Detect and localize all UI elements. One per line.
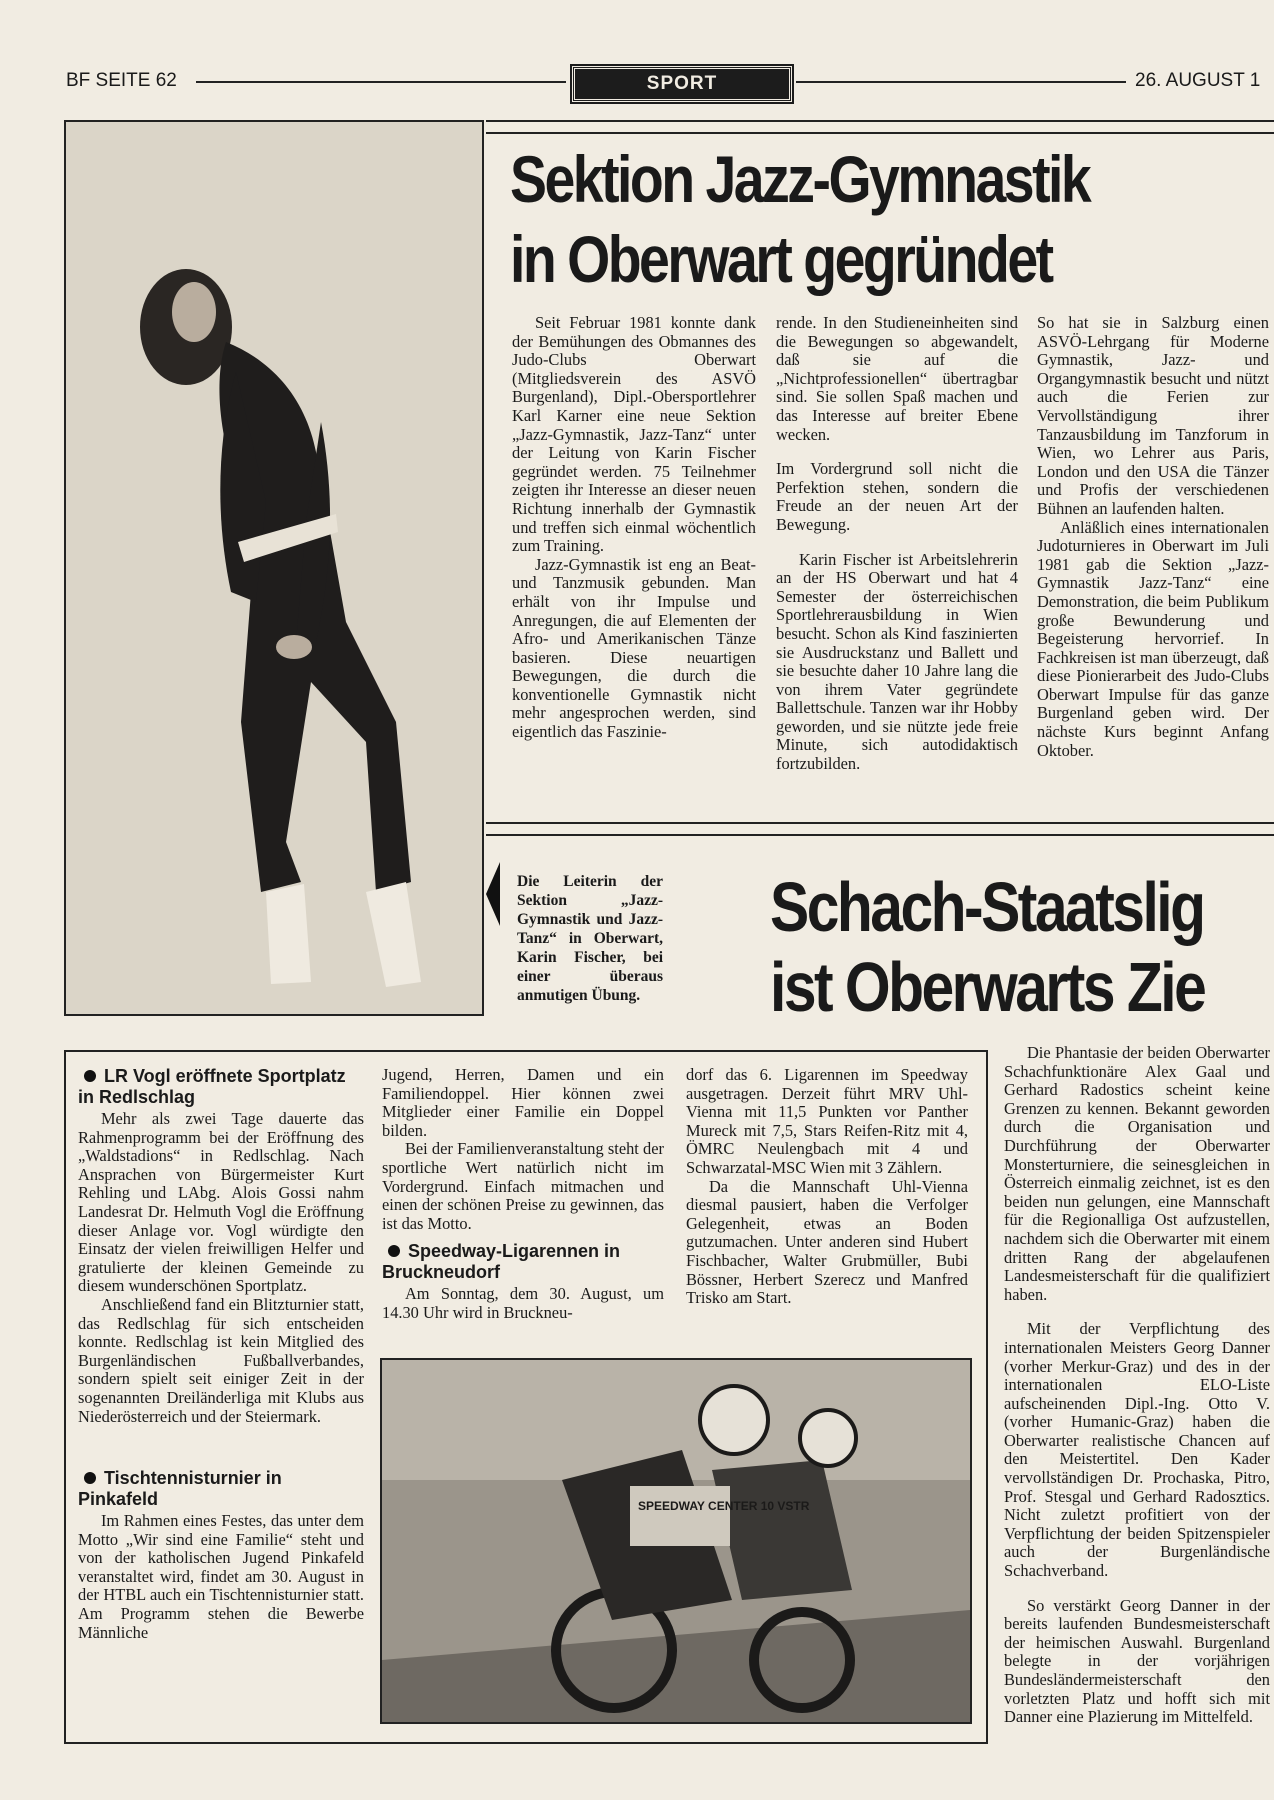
- speedway-paragraph: Am Sonntag, dem 30. August, um 14.30 Uhr wird in Bruckneu-: [382, 1284, 664, 1322]
- jazz-paragraph: rende. In den Studieneinheiten sind die Bewegungen so abgewandelt, daß sie auf die „Nichtprofessionellen“ übertragbar sind. Sie sollen Spaß machen und das Interesse auf breiter Ebene wecken.: [776, 313, 1018, 444]
- jazz-headline-line1: Sektion Jazz-Gymnastik: [510, 142, 1090, 216]
- vogl-paragraph: Mehr als zwei Tage dauerte das Rahmenprogramm bei der Eröffnung des „Waldstadions“ in Redlschlag. Nach Ansprachen von Bürgermeister Kurt Rehling und LAbg. Alois Gossi nahm Landesrat Dr. Helmuth Vogl die Eröffnung dieser Anlage vor. Vogl würdigte den Einsatz der vielen freiwilligen Helfer und gratulierte der kleinen Gemeinde zu diesem wunderschönen Sportplatz.: [78, 1109, 364, 1296]
- page-label: BF SEITE 62: [66, 70, 177, 91]
- bullet-icon: [84, 1472, 96, 1484]
- speedway-illustration: [382, 1360, 970, 1722]
- familie-paragraph: Jugend, Herren, Damen und ein Familiendoppel. Hier können zwei Mitglieder einer Familie ein Doppel bilden.: [382, 1065, 664, 1140]
- section-label: SPORT: [572, 66, 792, 102]
- jazz-column-3: [1037, 314, 1269, 760]
- jazz-paragraph: So hat sie in Salzburg einen ASVÖ-Lehrgang für Moderne Gymnastik, Jazz- und Organgymnastik besucht und nützt auch die Ferien zur Vervollständigung ihrer Tanzausbildung im Tanzforum in Wien, wo Lehrer aus Paris, London und den USA die Tänzer und Profis der verschiedenen Bühnen an laufenden halten.: [1037, 313, 1269, 518]
- tischtennis-paragraph: Im Rahmen eines Festes, das unter dem Motto „Wir sind eine Familie“ steht und von der katholischen Jugend Pinkafeld veranstaltet wird, findet am 30. August in der HTBL auch ein Tischtennisturnier statt. Am Programm stehen die Bewerbe Männliche: [78, 1511, 364, 1642]
- dancer-photo: [64, 120, 484, 1016]
- chess-paragraph: Die Phantasie der beiden Oberwarter Schachfunktionäre Alex Gaal und Gerhard Radostics scheint keine Grenzen zu kennen. Bekannt geworden durch die Organisation und Durchführung der Oberwarter Monsterturniere, die seinesgleichen in Österreich einmalig zeichnet, ist es den beiden nun gelungen, eine Mannschaft für die Regionalliga Ost aufzustellen, nachdem sich die Oberwarter mit einem dritten Rang der abgelaufenen Landesmeisterschaft für die qualifiziert haben.: [1004, 1043, 1270, 1304]
- jazz-column-2: [776, 314, 1018, 774]
- speedway-title: Speedway-Ligarennen in Bruckneudorf: [382, 1241, 621, 1283]
- vogl-paragraph: Anschließend fand ein Blitzturnier statt, das Redlschlag für sich entscheiden konnte. Redlschlag ist kein Mitglied des Burgenländischen Fußballverbandes, sondern spielt seit einiger Zeit in der sogenannten Dreiländerliga mit Klubs aus Niederösterreich und der Steiermark.: [78, 1294, 364, 1426]
- bullet-icon: [388, 1245, 400, 1257]
- header-rule-left: [196, 81, 566, 83]
- photo-caption: Die Leiterin der Sektion „Jazz-Gymnastik und Jazz-Tanz“ in Oberwart, Karin Fischer, bei einer überaus anmutigen Übung.: [517, 873, 663, 1004]
- speedway-paragraph: Da die Mannschaft Uhl-Vienna diesmal pausiert, haben die Verfolger Gelegenheit, etwas an Boden gutzumachen. Unter anderen sind Hubert Fischbacher, Walter Grubmüller, Bubi Bössner, Herbert Szerecz und Manfred Trisko am Start.: [686, 1176, 968, 1308]
- speedway-paragraph: dorf das 6. Ligarennen im Speedway ausgetragen. Derzeit führt MRV Uhl-Vienna mit 11,5 Punkten vor Panther Mureck mit 7,5, Stars Reifen-Ritz mit 4, ÖMRC Neulengbach mit 4 und Schwarzatal-MSC Wien mit 3 Zählern.: [686, 1065, 968, 1177]
- chess-headline-line2: ist Oberwarts Zie: [770, 948, 1205, 1026]
- jazz-paragraph: Im Vordergrund soll nicht die Perfektion stehen, sondern die Freude an der neuen Art der Bewegung.: [776, 459, 1018, 534]
- news-column-1: [78, 1066, 364, 1642]
- caption-arrow: [486, 862, 500, 926]
- header-rule-right: [796, 81, 1126, 83]
- jazz-frame-top: [486, 120, 1274, 134]
- vogl-title: LR Vogl eröffnete Sportplatz in Redlschlag: [78, 1066, 346, 1107]
- familie-paragraph: Bei der Familienveranstaltung steht der sportliche Wert natürlich nicht im Vordergrund. Einfach mitmachen und einen der schönen Preise zu gewinnen, das ist das Motto.: [382, 1139, 664, 1233]
- chess-column: [1004, 1044, 1270, 1727]
- jazz-column-1: [512, 314, 756, 742]
- rider-bib-text: SPEEDWAY CENTER 10 VSTR: [638, 1499, 810, 1513]
- jazz-headline-line2: in Oberwart gegründet: [510, 222, 1052, 296]
- dancer-illustration: [66, 122, 482, 1014]
- jazz-frame-bottom: [486, 822, 1274, 836]
- jazz-paragraph: Jazz-Gymnastik ist eng an Beat- und Tanzmusik gebunden. Man erhält von ihr Impulse und Anregungen, die auf Elementen der Afro- und Amerikanischen Tänze basieren. Diese neuartigen Bewegungen, die durch die konventionelle Gymnastik nicht mehr angesprochen werden, sind eigentlich das Faszinie-: [512, 554, 756, 742]
- speedway-photo: [380, 1358, 972, 1724]
- jazz-paragraph: Anläßlich eines internationalen Judoturnieres in Oberwart im Juli 1981 gab die Sektion „Jazz-Gymnastik Jazz-Tanz“ eine Demonstration, die beim Publikum große Bewunderung und Begeisterung hervorrief. In Fachkreisen ist man überzeugt, daß diese Pionierarbeit des Judo-Clubs Oberwart Impulse für das ganze Burgenland geben wird. Der nächste Kurs beginnt Anfang Oktober.: [1037, 517, 1269, 760]
- chess-paragraph: Mit der Verpflichtung des internationalen Meisters Georg Danner (vorher Merkur-Graz) und des in der internationalen ELO-Liste aufscheinenden Dipl.-Ing. Otto V. (vorher Humanic-Graz) haben die Oberwarter realistische Chancen auf den Meistertitel. Den Kader vervollständigen Dr. Prochaska, Pitro, Prof. Stesgal und Gerhard Radosztics. Nicht zuletzt profitiert von der Verpflichtung der beiden Spitzenspieler auch der Burgenländische Schachverband.: [1004, 1319, 1270, 1581]
- jazz-paragraph: Karin Fischer ist Arbeitslehrerin an der HS Oberwart und hat 4 Semester der österreichischen Sportlehrerausbildung in Wien besucht. Schon als Kind faszinierten sie Ausdruckstanz und Ballett und sie besuchte daher 10 Jahre lang die von ihrem Vater gegründete Ballettschule. Tanzen war ihr Hobby geworden, und sie nützte jede freie Minute, sich autodidaktisch fortzubilden.: [776, 549, 1018, 774]
- chess-headline-line1: Schach-Staatslig: [770, 868, 1204, 946]
- news-column-3: [686, 1066, 968, 1308]
- news-column-2: [382, 1066, 664, 1323]
- jazz-paragraph: Seit Februar 1981 konnte dank der Bemühungen des Obmannes des Judo-Clubs Oberwart (Mitgliedsverein des ASVÖ Burgenland), Dipl.-Obersportlehrer Karl Karner eine neue Sektion „Jazz-Gymnastik, Jazz-Tanz“ unter der Leitung von Karin Fischer gegründet werden. 75 Teilnehmer zeigten ihr Interesse an dieser neuen Richtung innerhalb der Gymnastik und treffen sich einmal wöchentlich zum Training.: [512, 313, 756, 556]
- chess-paragraph: So verstärkt Georg Danner in der bereits laufenden Bundesmeisterschaft der heimischen Auswahl. Burgenland belegte in der vorjährigen Bundesländermeisterschaft den vorletzten Platz und hofft sich mit Danner eine Plazierung im Mittelfeld.: [1004, 1595, 1270, 1727]
- tischtennis-title: Tischtennisturnier in Pinkafeld: [78, 1468, 282, 1510]
- issue-date: 26. AUGUST 1: [1135, 70, 1261, 91]
- bullet-icon: [84, 1070, 96, 1082]
